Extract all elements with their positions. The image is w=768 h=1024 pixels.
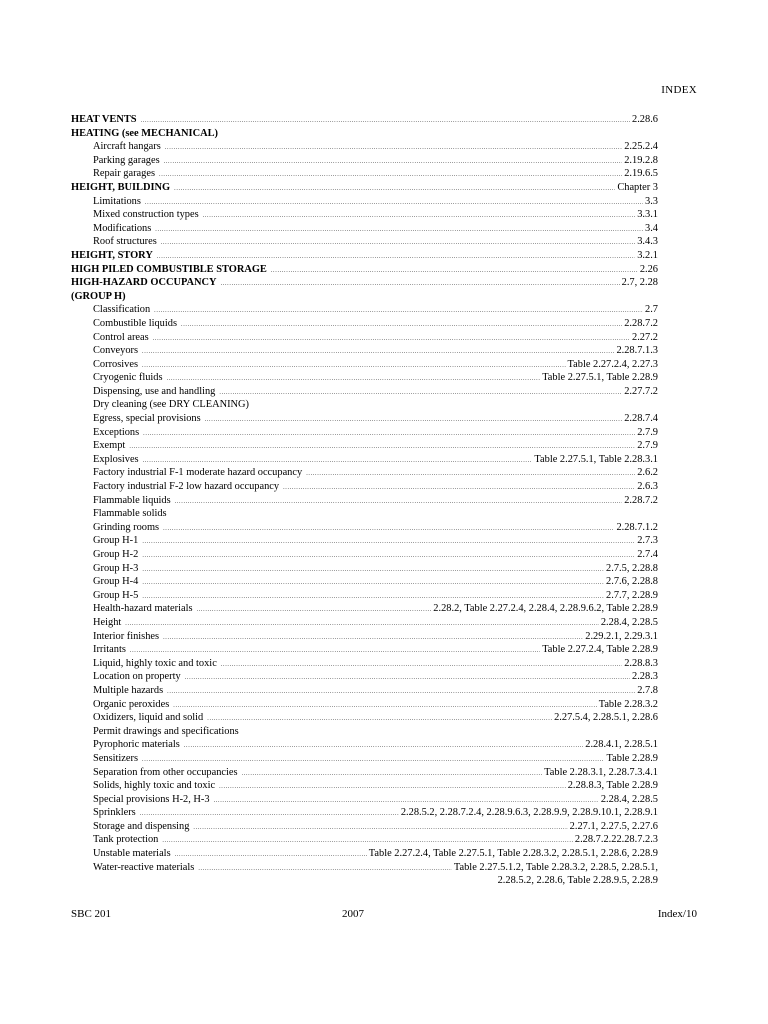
index-term: Group H-5 <box>93 589 139 601</box>
index-reference: 2.28.5.2, 2.28.7.2.4, 2.28.9.6.3, 2.28.9.9, 2.28.9.10.1, 2.28.9.1 <box>400 807 658 819</box>
index-reference: 3.3 <box>645 195 658 207</box>
index-term: Roof structures <box>93 236 157 248</box>
index-reference: 2.7.6, 2.28.8 <box>606 576 658 588</box>
index-term: Group H-4 <box>93 576 139 588</box>
index-entry <box>71 480 658 494</box>
index-entry <box>71 412 658 426</box>
index-entry <box>71 589 658 603</box>
index-term: Oxidizers, liquid and solid <box>93 712 204 724</box>
index-reference: 2.7.4 <box>637 549 658 560</box>
index-reference: Table 2.28.9 <box>606 752 658 764</box>
index-entry <box>71 847 658 861</box>
index-reference: 2.19.6.5 <box>624 168 658 180</box>
index-term: Egress, special provisions <box>93 413 201 425</box>
index-term: Health-hazard materials <box>93 603 193 615</box>
index-reference: Table 2.27.5.1, Table 2.28.9 <box>542 372 658 384</box>
index-term: Multiple hazards <box>93 684 164 696</box>
index-reference: Table 2.27.5.1, Table 2.28.3.1 <box>534 453 658 465</box>
index-term: Tank protection <box>93 834 159 846</box>
index-entry <box>71 507 658 521</box>
index-term: Cryogenic fluids <box>93 372 163 384</box>
index-entry <box>71 127 658 141</box>
index-entry <box>71 738 658 752</box>
index-term: Solids, highly toxic and toxic <box>93 780 216 792</box>
index-entry <box>71 575 658 589</box>
index-term: Location on property <box>93 671 181 683</box>
index-term: Factory industrial F-2 low hazard occupancy <box>93 481 280 493</box>
index-entry <box>71 698 658 712</box>
index-entry <box>71 820 658 834</box>
page-header-title: INDEX <box>661 84 697 96</box>
index-reference: Table 2.27.2.4, 2.27.3 <box>567 358 658 370</box>
index-entry <box>71 331 658 345</box>
index-reference: Table 2.27.2.4, Table 2.28.9 <box>542 644 658 656</box>
index-term: Combustible liquids <box>93 317 177 329</box>
index-term: Exceptions <box>93 426 140 438</box>
index-entry <box>71 439 658 453</box>
index-reference: 2.28.7.1.3 <box>616 345 658 357</box>
index-entry <box>71 167 658 181</box>
index-term: Aircraft hangars <box>93 141 161 153</box>
index-reference: 2.28.7.2 <box>624 494 658 506</box>
index-reference: 2.26 <box>639 263 658 275</box>
index-reference: 2.7, 2.28 <box>621 277 658 289</box>
index-term: Modifications <box>93 222 152 234</box>
index-term: HIGH-HAZARD OCCUPANCY <box>71 277 217 289</box>
index-entry <box>71 140 658 154</box>
index-entries <box>71 113 658 888</box>
index-term: HEATING (see MECHANICAL) <box>71 127 219 139</box>
index-reference: 2.28.8.3 <box>624 657 658 669</box>
index-reference: 3.4.3 <box>637 236 658 248</box>
index-term: Sprinklers <box>93 807 136 819</box>
index-term: Mixed construction types <box>93 209 199 221</box>
index-term: Classification <box>93 304 151 316</box>
index-term: Liquid, highly toxic and toxic <box>93 657 217 669</box>
index-entry <box>71 494 658 508</box>
index-term: Storage and dispensing <box>93 820 190 832</box>
index-reference: 2.28.4.1, 2.28.5.1 <box>585 739 658 751</box>
index-term: Flammable solids <box>93 508 167 520</box>
index-reference: Table 2.28.3.2 <box>598 698 658 710</box>
index-reference: Chapter 3 <box>617 181 658 193</box>
index-entry <box>71 263 658 277</box>
index-term: Interior finishes <box>93 630 160 642</box>
index-reference: 2.28.7.2 <box>624 317 658 329</box>
index-entry <box>71 725 658 739</box>
index-entry <box>71 684 658 698</box>
index-reference: 2.28.4, 2.28.5 <box>600 616 658 628</box>
index-entry <box>71 602 658 616</box>
index-reference: 2.7 <box>645 304 658 316</box>
index-reference: 2.28.4, 2.28.5 <box>600 793 658 805</box>
index-entry <box>71 616 658 630</box>
index-term: HEAT VENTS <box>71 114 137 125</box>
index-reference: 2.28.7.4 <box>624 413 658 425</box>
dot-leader <box>221 276 620 292</box>
index-entry <box>71 195 658 209</box>
dot-leader <box>207 711 552 727</box>
index-reference: 2.27.5.4, 2.28.5.1, 2.28.6 <box>554 712 658 724</box>
index-entry <box>71 303 658 317</box>
index-entry <box>71 548 658 562</box>
index-term: Group H-1 <box>93 535 139 547</box>
index-reference: 2.25.2.4 <box>624 141 658 153</box>
index-term: Special provisions H-2, H-3 <box>93 793 210 805</box>
index-entry <box>71 534 658 548</box>
index-term: Sensitizers <box>93 752 139 764</box>
index-term: Separation from other occupancies <box>93 766 238 778</box>
index-entry <box>71 752 658 766</box>
index-reference: 2.28.6 <box>632 114 658 125</box>
index-term: Parking garages <box>93 154 160 166</box>
index-reference: 2.27.2 <box>632 331 658 343</box>
dot-leader <box>219 385 622 401</box>
index-reference: 2.19.2.8 <box>624 154 658 166</box>
index-reference: Table 2.27.5.1.2, Table 2.28.3.2, 2.28.5, 2.28.5.1, <box>453 861 658 873</box>
index-reference: 2.7.9 <box>637 426 658 438</box>
index-entry <box>71 657 658 671</box>
index-reference: 2.28.7.2.22.28.7.2.3 <box>574 834 658 846</box>
index-entry <box>71 562 658 576</box>
index-term: Repair garages <box>93 168 156 180</box>
index-entry <box>71 154 658 168</box>
index-reference: 2.7.3 <box>637 535 658 547</box>
index-reference: 2.27.7.2 <box>624 385 658 397</box>
index-reference: 2.7.5, 2.28.8 <box>606 562 658 574</box>
index-entry <box>71 181 658 195</box>
index-term: Exempt <box>93 440 126 452</box>
index-entry <box>71 208 658 222</box>
index-entry <box>71 235 658 249</box>
index-entry <box>71 766 658 780</box>
index-reference: 2.28.8.3, Table 2.28.9 <box>567 780 658 792</box>
index-term: HEIGHT, STORY <box>71 249 153 261</box>
index-term: Group H-2 <box>93 549 139 560</box>
index-term: Irritants <box>93 644 126 656</box>
index-entry <box>71 670 658 684</box>
index-entry <box>71 861 658 875</box>
index-term: Dry cleaning (see DRY CLEANING) <box>93 399 250 411</box>
index-term: Water-reactive materials <box>93 861 195 873</box>
index-term: Explosives <box>93 453 139 465</box>
index-term: (GROUP H) <box>71 290 126 302</box>
index-term: HIGH PILED COMBUSTIBLE STORAGE <box>71 263 267 275</box>
index-reference: Table 2.28.3.1, 2.28.7.3.4.1 <box>544 766 658 778</box>
index-entry <box>71 344 658 358</box>
index-entry <box>71 317 658 331</box>
index-entry <box>71 453 658 467</box>
index-entry <box>71 630 658 644</box>
index-entry <box>71 521 658 535</box>
index-entry <box>71 793 658 807</box>
index-term: Unstable materials <box>93 848 171 860</box>
index-term: Flammable liquids <box>93 494 171 506</box>
index-entry <box>71 711 658 725</box>
index-reference: 2.7.8 <box>637 684 658 696</box>
index-reference: 2.27.1, 2.27.5, 2.27.6 <box>569 820 658 832</box>
index-term: Height <box>93 616 122 628</box>
dot-leader <box>175 494 623 510</box>
index-entry <box>71 290 658 304</box>
index-entry <box>71 276 658 290</box>
index-term: Permit drawings and specifications <box>93 725 239 737</box>
index-term: Grinding rooms <box>93 521 160 533</box>
index-reference: 2.6.3 <box>637 481 658 493</box>
index-entry <box>71 371 658 385</box>
index-entry <box>71 385 658 399</box>
index-entry <box>71 833 658 847</box>
index-reference: Table 2.27.2.4, Table 2.27.5.1, Table 2.28.3.2, 2.28.5.1, 2.28.6, 2.28.9 <box>368 848 658 860</box>
index-term: Dispensing, use and handling <box>93 385 216 397</box>
index-term: Limitations <box>93 195 141 207</box>
index-term: Factory industrial F-1 moderate hazard occupancy <box>93 467 303 479</box>
index-term: Pyrophoric materials <box>93 739 180 751</box>
index-reference: 2.7.7, 2.28.9 <box>606 589 658 601</box>
index-reference: 2.28.3 <box>632 671 658 683</box>
footer-page-number: Index/10 <box>657 908 697 920</box>
index-entry <box>71 222 658 236</box>
index-entry <box>71 249 658 263</box>
index-reference: 2.7.9 <box>637 440 658 452</box>
index-term: Group H-3 <box>93 562 139 574</box>
index-term: Control areas <box>93 331 149 343</box>
index-entry <box>71 113 658 127</box>
index-term: Corrosives <box>93 358 139 370</box>
index-reference: 3.4 <box>645 222 658 234</box>
footer-year: 2007 <box>342 908 364 920</box>
index-term: Conveyors <box>93 345 139 357</box>
index-reference: 3.2.1 <box>637 249 658 261</box>
index-entry <box>71 398 658 412</box>
index-entry <box>71 426 658 440</box>
index-entry <box>71 806 658 820</box>
index-reference: 2.29.2.1, 2.29.3.1 <box>585 630 658 642</box>
index-reference: 2.28.2, Table 2.27.2.4, 2.28.4, 2.28.9.6.2, Table 2.28.9 <box>433 603 658 615</box>
index-reference: 2.6.2 <box>637 467 658 479</box>
index-term: HEIGHT, BUILDING <box>71 181 171 193</box>
footer-code-name: SBC 201 <box>71 908 112 920</box>
index-reference-continuation: 2.28.5.2, 2.28.6, Table 2.28.9.5, 2.28.9 <box>497 875 658 887</box>
index-entry <box>71 466 658 480</box>
index-entry <box>71 779 658 793</box>
dot-leader <box>198 861 452 877</box>
index-entry <box>71 643 658 657</box>
index-reference: 2.28.7.1.2 <box>616 521 658 533</box>
index-reference: 3.3.1 <box>637 209 658 221</box>
index-term: Organic peroxides <box>93 698 170 710</box>
index-entry <box>71 358 658 372</box>
